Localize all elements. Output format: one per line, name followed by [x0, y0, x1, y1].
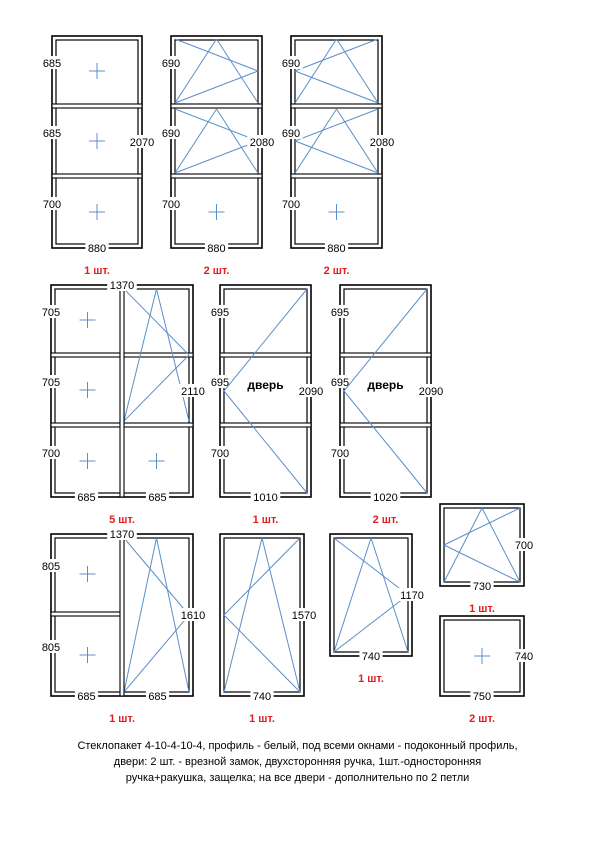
total-height-label: 1610 [180, 610, 206, 622]
top-width-label: 1370 [109, 529, 135, 541]
tilt-line [124, 538, 157, 692]
note-line-3: ручка+ракушка, защелка; на все двери - дополнительно по 2 петли [125, 772, 470, 784]
row-height-label: 700 [161, 199, 181, 211]
tilt-line [175, 109, 217, 173]
window-w9 [440, 616, 536, 725]
tilt-line [175, 39, 217, 103]
window-w6 [220, 534, 319, 725]
row-height-label: 700 [330, 448, 350, 460]
horizontal-mullion [340, 353, 431, 357]
window-w1 [40, 36, 156, 277]
door-d2 [328, 285, 445, 526]
total-width-label: 750 [472, 691, 492, 703]
horizontal-mullion [291, 174, 382, 178]
tilt-line [217, 39, 259, 103]
turn-line [175, 109, 258, 141]
tilt-line [295, 109, 337, 173]
horizontal-mullion [171, 174, 262, 178]
door-label: дверь [247, 378, 284, 392]
horizontal-mullion [220, 423, 311, 427]
row-height-label: 705 [41, 307, 61, 319]
horizontal-mullion [51, 612, 122, 616]
total-width-label: 740 [252, 691, 272, 703]
horizontal-mullion [340, 423, 431, 427]
row-height-label: 690 [161, 128, 181, 140]
total-height-label: 2110 [181, 386, 205, 398]
turn-line [295, 141, 378, 173]
quantity-label: 1 шт. [252, 514, 279, 526]
total-width-label: 880 [207, 243, 226, 255]
window-w4 [39, 278, 207, 526]
note-line-1: Стеклопакет 4-10-4-10-4, профиль - белый, под всеми окнами - подоконный профиль, [77, 740, 518, 752]
turn-line [124, 538, 189, 615]
turn-line [175, 71, 258, 103]
turn-line [175, 39, 258, 71]
row-height-label: 705 [41, 377, 61, 389]
total-width-label: 880 [327, 243, 346, 255]
window-w5 [39, 527, 207, 725]
window-w7 [330, 534, 427, 685]
quantity-label: 2 шт. [469, 713, 495, 725]
turn-line [224, 615, 300, 692]
quantity-label: 5 шт. [109, 514, 135, 526]
row-height-label: 695 [210, 377, 230, 389]
quantity-label: 2 шт. [372, 514, 399, 526]
row-height-label: 700 [42, 199, 62, 211]
quantity-label: 1 шт. [249, 713, 275, 725]
horizontal-mullion [122, 423, 193, 427]
quantity-label: 1 шт. [469, 603, 495, 615]
vertical-mullion [120, 285, 124, 497]
turn-line [295, 39, 378, 71]
door-d1 [208, 285, 325, 526]
row-height-label: 685 [42, 128, 62, 140]
turn-line [334, 595, 408, 652]
row-height-label: 690 [281, 128, 301, 140]
row-height-label: 700 [281, 199, 301, 211]
horizontal-mullion [52, 104, 142, 108]
horizontal-mullion [122, 353, 193, 357]
column-width-label: 685 [77, 492, 96, 504]
total-height-label: 700 [514, 540, 534, 552]
tilt-line [337, 39, 379, 103]
total-height-label: 2080 [369, 137, 395, 149]
window-w8 [440, 504, 536, 615]
horizontal-mullion [51, 423, 122, 427]
row-height-label: 690 [161, 58, 181, 70]
vertical-mullion [120, 534, 124, 696]
turn-line [344, 289, 427, 391]
horizontal-mullion [291, 104, 382, 108]
tilt-line [295, 39, 337, 103]
total-height-label: 2080 [249, 137, 275, 149]
tilt-line [444, 508, 482, 582]
door-label: дверь [367, 378, 404, 392]
total-height-label: 2090 [298, 386, 324, 398]
total-width-label: 740 [361, 651, 381, 663]
window-w2 [159, 36, 276, 277]
total-width-label: 1010 [253, 492, 278, 504]
turn-line [124, 615, 189, 692]
turn-line [295, 71, 378, 103]
turn-line [295, 109, 378, 141]
turn-line [175, 141, 258, 173]
horizontal-mullion [171, 104, 262, 108]
horizontal-mullion [220, 353, 311, 357]
quantity-label: 2 шт. [203, 265, 230, 277]
row-height-label: 700 [41, 448, 61, 460]
total-height-label: 1170 [400, 590, 424, 602]
row-height-label: 690 [281, 58, 301, 70]
row-height-label: 685 [42, 58, 62, 70]
tilt-line [224, 538, 262, 692]
inner-frame [444, 508, 520, 582]
horizontal-mullion [52, 174, 142, 178]
top-width-label: 1370 [109, 280, 135, 292]
specification-note [20, 738, 575, 786]
quantity-label: 1 шт. [358, 673, 384, 685]
row-height-label: 695 [210, 307, 230, 319]
turn-line [444, 545, 520, 582]
turn-line [444, 508, 520, 545]
turn-line [224, 538, 300, 615]
column-width-label: 685 [148, 492, 167, 504]
row-height-label: 695 [330, 377, 350, 389]
horizontal-mullion [51, 353, 122, 357]
outer-frame [440, 504, 524, 586]
total-height-label: 1570 [291, 610, 317, 622]
column-width-label: 685 [148, 691, 167, 703]
turn-line [124, 289, 189, 355]
turn-line [224, 391, 307, 493]
tilt-line [334, 538, 371, 652]
total-height-label: 740 [514, 651, 534, 663]
turn-line [334, 538, 408, 595]
quantity-label: 2 шт. [323, 265, 350, 277]
row-height-label: 700 [210, 448, 230, 460]
inner-frame [224, 538, 300, 692]
column-width-label: 685 [77, 691, 96, 703]
window-w3 [279, 36, 396, 277]
turn-line [224, 289, 307, 391]
row-height-label: 805 [41, 642, 61, 654]
quantity-label: 1 шт. [109, 713, 135, 725]
total-width-label: 730 [472, 581, 492, 593]
total-height-label: 2090 [418, 386, 444, 398]
note-line-2: двери: 2 шт. - врезной замок, двухсторонняя ручка, 1шт.-односторонняя [113, 756, 482, 768]
total-width-label: 880 [87, 243, 107, 255]
quantity-label: 1 шт. [84, 265, 110, 277]
total-height-label: 2070 [129, 137, 155, 149]
total-width-label: 1020 [373, 492, 398, 504]
row-height-label: 805 [41, 561, 61, 573]
turn-line [344, 391, 427, 493]
inner-frame [334, 538, 408, 652]
row-height-label: 695 [330, 307, 350, 319]
